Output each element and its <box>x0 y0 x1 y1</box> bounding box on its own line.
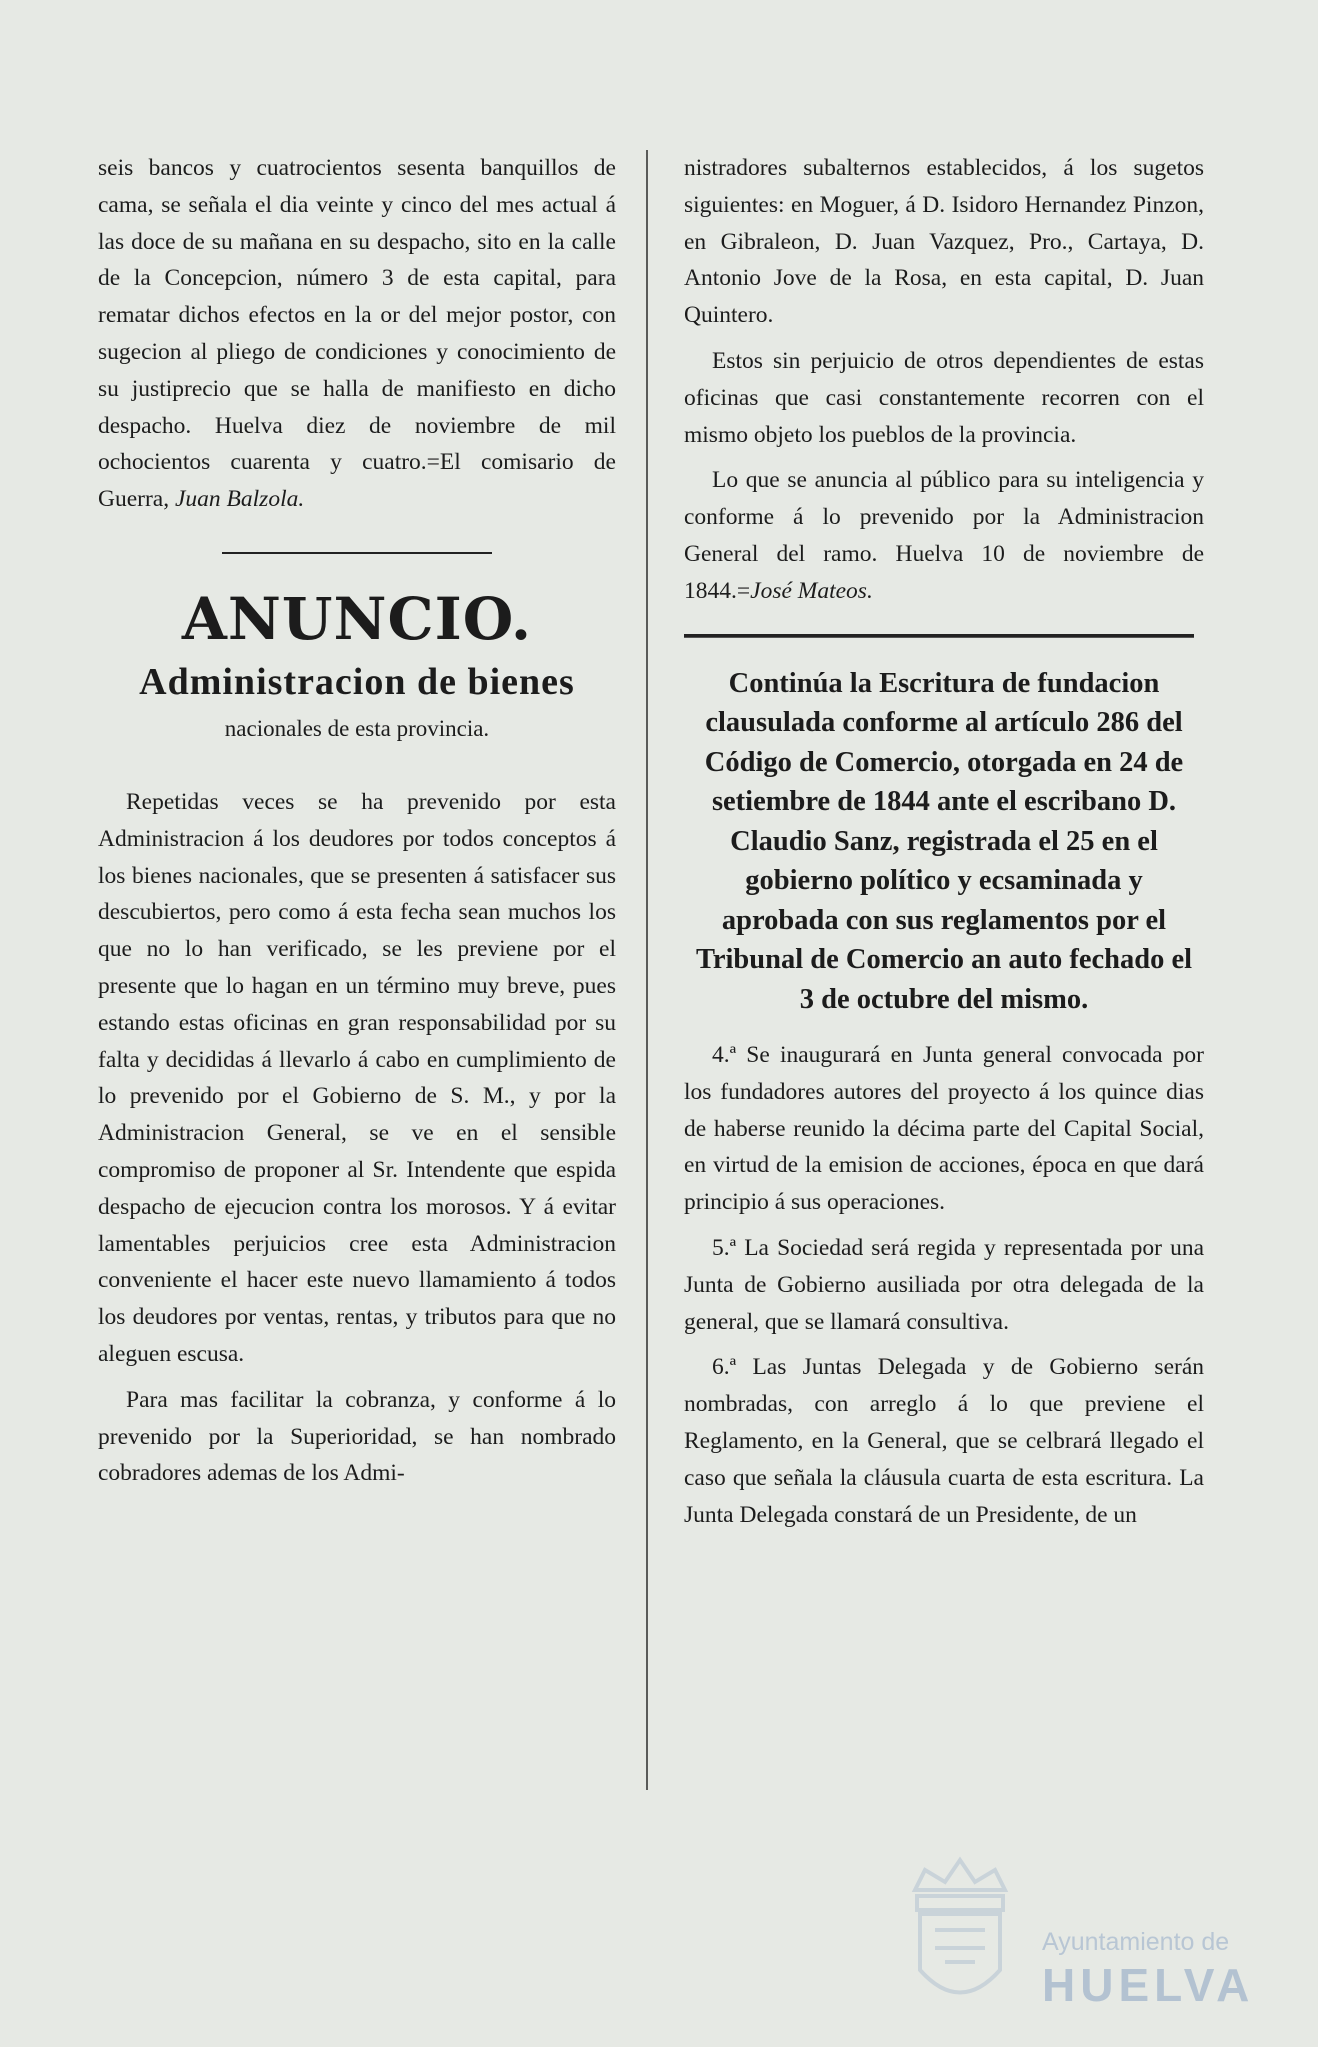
section-heading: Administracion de bienes <box>139 660 575 703</box>
escritura-heading: Continúa la Escritura de fundacion clausulada conforme al artículo 286 del Código de Comercio, otorgada en 24 de setiembre de 1844 ante el escribano D. Claudio Sanz, registrada el 25 en el gobierno político y ecsaminada y aprobada con sus reglamentos por el Tribunal de Comercio an auto fechado el 3 de octubre del mismo. <box>695 667 1193 1015</box>
article-5-number: 5.ª <box>712 1235 737 1262</box>
article-4: 4.ª Se inaugurará en Junta general convocada por los fundadores autores del proyecto á los quince dias de haberse reunido la décima parte del Capital Social, en virtud de la emision de acciones, época en que dará principio á sus operaciones. <box>684 1042 1204 1216</box>
section-divider-long <box>684 634 1194 638</box>
article-6-number: 6.ª <box>712 1354 737 1381</box>
section-subheading: nacionales de esta provincia. <box>224 715 490 741</box>
anuncio-title: ANUNCIO. <box>181 584 533 653</box>
left-paragraph-3: Para mas facilitar la cobranza, y conforme á lo prevenido por la Superioridad, se han nombrado cobradores ademas de los Admi- <box>98 1386 616 1487</box>
section-divider <box>222 552 492 554</box>
right-paragraph-3: Lo que se anuncia al público para su inteligencia y conforme á lo prevenido por la Administracion General del ramo. Huelva 10 de noviembre de 1844.=José Mateos. <box>684 467 1204 604</box>
column-divider <box>646 150 648 1790</box>
article-6: 6.ª Las Juntas Delegada y de Gobierno serán nombradas, con arreglo á lo que previene el Reglamento, en la General, que se celbrará llegado el caso que señala la cláusula cuarta de esta escritura. La Junta Delegada constará de un Presidente, de un <box>684 1354 1205 1528</box>
left-paragraph-2: Repetidas veces se ha prevenido por esta Administracion á los deudores por todos conceptos á los bienes nacionales, que se presenten á satisfacer sus descubiertos, pero como á esta fecha sean muchos los que no lo han verificado, se les previene por el presente que lo hagan en un término muy breve, pues estando estas oficinas en gran responsabilidad por su falta y decididas á llevarlo á cabo en cumplimiento de lo prevenido por el Gobierno de S. M., y por la Administracion General, se ve en el sensible compromiso de proponer al Sr. Intendente que espida despacho de ejecucion contra los morosos. Y á evitar lamentables perjuicios cree esta Administracion conveniente el hacer este nuevo llamamiento á todos los deudores por ventas, rentas, y tributos para que no aleguen escusa. <box>98 788 616 1367</box>
signature-mateos: José Mateos. <box>750 577 873 604</box>
signature-balzola: Juan Balzola. <box>174 486 305 513</box>
left-column <box>98 150 616 1501</box>
article-4-number: 4.ª <box>712 1042 737 1069</box>
watermark-line-2: HUELVA <box>1042 1959 1255 2011</box>
right-paragraph-2: Estos sin perjuicio de otros dependientes de estas oficinas que casi constantemente recorren con el mismo objeto los pueblos de la provincia. <box>684 347 1204 448</box>
watermark-line-1: Ayuntamiento de <box>1042 1928 1230 1956</box>
left-paragraph-1: seis bancos y cuatrocientos sesenta banquillos de cama, se señala el dia veinte y cinco del mes actual á las doce de su mañana en su despacho, sito en la calle de la Concepcion, número 3 de esta capital, para rematar dichos efectos en la or del mejor postor, con sugecion al pliego de condiciones y conocimiento de su justiprecio que se halla de manifiesto en dicho despacho. Huelva diez de noviembre de mil ochocientos cuarenta y cuatro.=El comisario de Guerra, Juan Balzola. <box>98 155 616 513</box>
article-5: 5.ª La Sociedad será regida y representada por una Junta de Gobierno ausiliada por otra delegada de la general, que se llamará consultiva. <box>684 1235 1204 1335</box>
right-column <box>684 150 1204 1542</box>
right-paragraph-1: nistradores subalternos establecidos, á los sugetos siguientes: en Moguer, á D. Isidoro Hernandez Pinzon, en Gibraleon, D. Juan Vazquez, Pro., Cartaya, D. Antonio Jove de la Rosa, en esta capital, D. Juan Quintero. <box>684 155 1204 329</box>
